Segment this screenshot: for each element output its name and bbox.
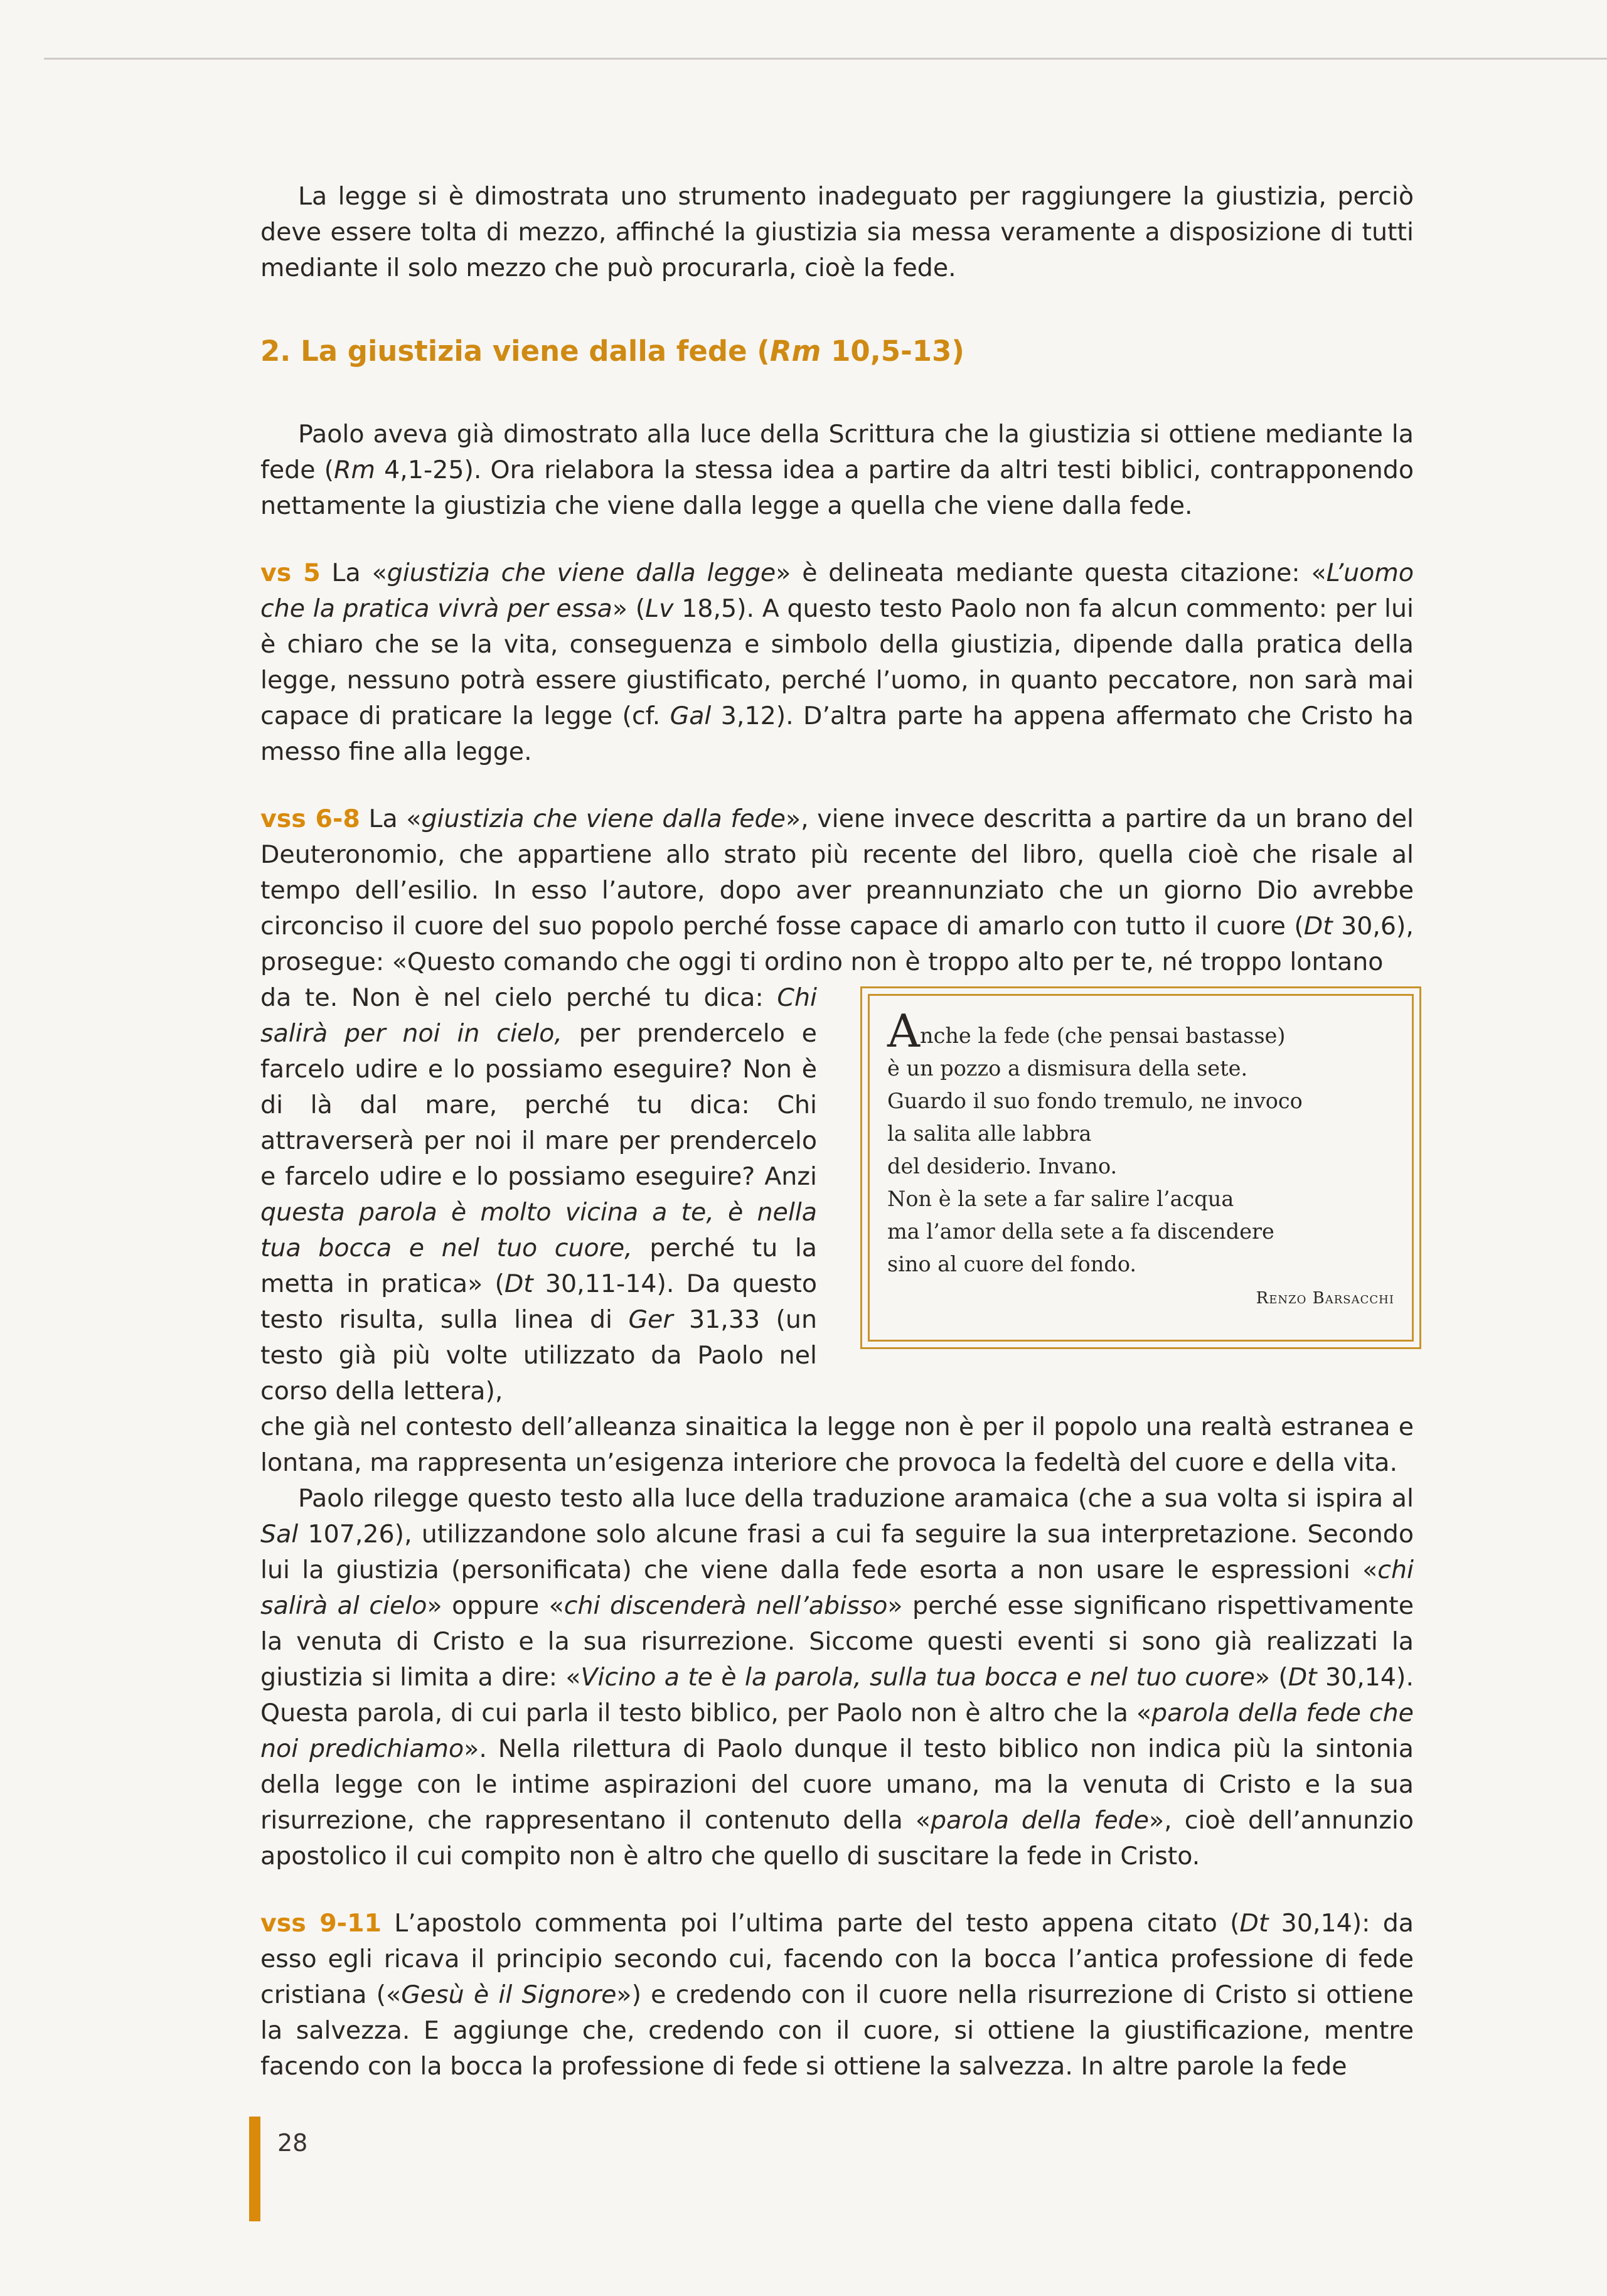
- paragraph-paolo-aveva: Paolo aveva già dimostrato alla luce della Scrittura che la giustizia si ottiene mediante la fede (Rm 4,1-25). Ora rielabora la stessa idea a partire da altri testi biblici, contrapponendo nettamente la giustizia che viene dalla legge a quella che viene dalla fede.: [260, 420, 1414, 520]
- poem-line: sino al cuore del fondo.: [887, 1252, 1137, 1276]
- poem-line: è un pozzo a dismisura della sete.: [887, 1056, 1248, 1081]
- poem-line: Non è la sete a far salire l’acqua: [887, 1187, 1234, 1211]
- poem-line: Guardo il suo fondo tremulo, ne invoco: [887, 1089, 1303, 1113]
- verse-label: vs 5: [260, 558, 321, 587]
- verse-comment-vs6-8: vss 6-8 La «giustizia che viene dalla fede», viene invece descritta a partire da un brano del Deuteronomio, che appartiene allo strato più recente del libro, quella cioè che risale al tempo dell’esilio. In esso l’autore, dopo aver preannunziato che un giorno Dio avrebbe circonciso il cuore del suo popolo perché fosse capace di amarlo con tutto il cuore (Dt 30,6), prosegue: «Questo comando che oggi ti ordino non è troppo alto per te, né troppo lontano: [260, 804, 1414, 976]
- poem-author: Renzo Barsacchi: [1256, 1289, 1394, 1308]
- verse-label: vss 6-8: [260, 804, 360, 833]
- poem-box: [868, 994, 1414, 1342]
- page-number-bar: [249, 2117, 260, 2221]
- intro-paragraph: La legge si è dimostrata uno strumento inadeguato per raggiungere la giustizia, perciò deve essere tolta di mezzo, affinché la giustizia sia messa veramente a disposizione di tutti mediante il solo mezzo che può procurarla, cioè la fede.: [260, 182, 1414, 282]
- poem-line: Anche la fede (che pensai bastasse): [887, 1005, 1286, 1057]
- drop-cap: A: [887, 1005, 920, 1057]
- verse-label: vss 9-11: [260, 1909, 382, 1938]
- page-number: 28: [277, 2129, 308, 2157]
- paragraph-paolo-rilegge: Paolo rilegge questo testo alla luce della traduzione aramaica (che a sua volta si ispira al Sal 107,26), utilizzandone solo alcune frasi a cui fa seguire la sua interpretazione. Secondo lui la giustizia (personificata) che viene dalla fede esorta a non usare le espressioni «chi salirà al cielo» oppure «chi discenderà nell’abisso» perché esse significano rispettivamente la venuta di Cristo e la sua risurrezione. Siccome questi eventi si sono già realizzati la giustizia si limita a dire: «Vicino a te è la parola, sulla tua bocca e nel tuo cuore» (Dt 30,14). Questa parola, di cui parla il testo biblico, per Paolo non è altro che la «parola della fede che noi predichiamo». Nella rilettura di Paolo dunque il testo biblico non indica più la sintonia della legge con le intime aspirazioni del cuore umano, ma la venuta di Cristo e la sua risurrezione, che rappresentano il contenuto della «parola della fede», cioè dell’annunzio apostolico il cui compito non è altro che quello di suscitare la fede in Cristo.: [260, 1484, 1414, 1871]
- poem-line: la salita alle labbra: [887, 1121, 1092, 1146]
- section-heading: 2. La giustizia viene dalla fede (Rm 10,5-13): [260, 334, 964, 368]
- page-body: [260, 179, 1414, 2085]
- poem-line: del desiderio. Invano.: [887, 1154, 1118, 1178]
- verse-comment-vs5: vs 5 La «giustizia che viene dalla legge» è delineata mediante questa citazione: «L’uomo che la pratica vivrà per essa» (Lv 18,5). A questo testo Paolo non fa alcun commento: per lui è chiaro che se la vita, conseguenza e simbolo della giustizia, dipende dalla pratica della legge, nessuno potrà essere giustificato, perché l’uomo, in quanto peccatore, non sarà mai capace di praticare la legge (cf. Gal 3,12). D’altra parte ha appena affermato che Cristo ha messo fine alla legge.: [260, 558, 1414, 766]
- quotation-column: da te. Non è nel cielo perché tu dica: Chi salirà per noi in cielo, per prendercelo e farcelo udire e lo possiamo eseguire? Non è di là dal mare, perché tu dica: Chi attraverserà per noi il mare per prendercelo e farcelo udire e lo possiamo eseguire? Anzi questa parola è molto vicina a te, è nella tua bocca e nel tuo cuore, perché tu la metta in pratica» (Dt 30,11-14). Da questo testo risulta, sulla linea di Ger 31,33 (un testo già più volte utilizzato da Paolo nel corso della lettera),: [260, 983, 817, 1406]
- poem-line: ma l’amor della sete a fa discendere: [887, 1219, 1274, 1244]
- text-with-poem: [260, 980, 1414, 1409]
- top-rule: [44, 58, 1607, 60]
- continuation-paragraph: che già nel contesto dell’alleanza sinaitica la legge non è per il popolo una realtà estranea e lontana, ma rappresenta un’esigenza interiore che provoca la fedeltà del cuore e della vita.: [260, 1412, 1414, 1477]
- verse-comment-vs9-11: vss 9-11 L’apostolo commenta poi l’ultima parte del testo appena citato (Dt 30,14): da esso egli ricava il principio secondo cui, facendo con la bocca l’antica professione di fede cristiana («Gesù è il Signore») e credendo con il cuore nella risurrezione di Cristo si ottiene la salvezza. E aggiunge che, credendo con il cuore, si ottiene la giustificazione, mentre facendo con la bocca la professione di fede si ottiene la salvezza. In altre parole la fede: [260, 1909, 1414, 2081]
